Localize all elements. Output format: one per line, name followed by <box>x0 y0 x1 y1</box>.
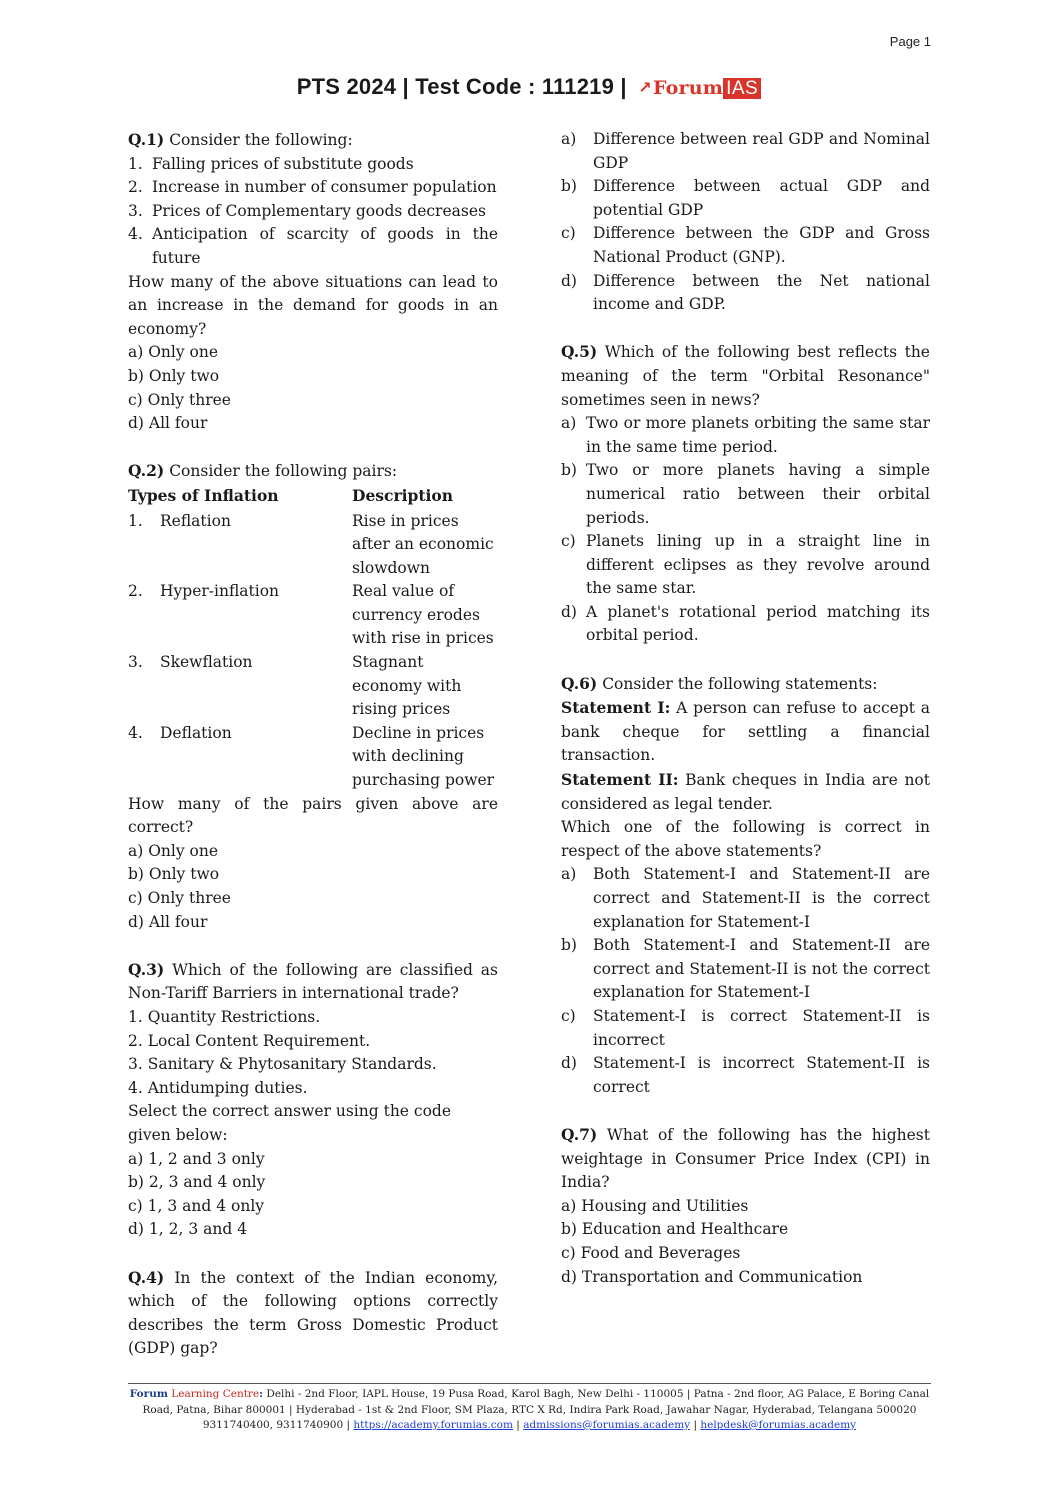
option-a: a) Housing and Utilities <box>561 1196 749 1215</box>
q2-question: How many of the pairs given above are correct? <box>128 794 498 837</box>
q6-question: Which one of the following is correct in respect of the above statements? <box>561 818 930 860</box>
option-a: a) 1, 2 and 3 only <box>128 1149 265 1168</box>
q5-options <box>561 412 930 648</box>
q1-statements <box>128 153 498 271</box>
q6-options <box>561 863 930 1099</box>
option-c: c) Only three <box>128 390 231 409</box>
option-d: d) Statement-I is incorrect Statement-II is correct <box>561 1054 930 1096</box>
academy-link[interactable]: https://academy.forumias.com <box>353 1419 513 1431</box>
list-item: 4. Anticipation of scarcity of goods in the future <box>128 225 498 267</box>
list-item: 3. Sanitary & Phytosanitary Standards. <box>128 1055 437 1074</box>
page-title <box>0 74 1058 100</box>
arrow-icon: ↗ <box>638 77 652 97</box>
option-b: b) Education and Healthcare <box>561 1220 789 1239</box>
question-5: Q.5) Which of the following best reflects the meaning of the term "Orbital Resonance" sometimes seen in news? a) Two or more planets orbiting the same star in the same time period. b) Two or more planets having a simple numerical ratio between their orbital periods. c) Planets lining up in a straight line in different eclipses as they revolve around the same star. d) A planet's rotational period matching its orbital period. <box>561 340 930 648</box>
question-4: Q.4) In the context of the Indian economy, which of the following options correctly describes the term Gross Domestic Product (GDP) gap? <box>128 1267 498 1358</box>
option-c: c) 1, 3 and 4 only <box>128 1196 265 1215</box>
list-item: 2. Increase in number of consumer population <box>128 178 497 197</box>
q4-options <box>561 128 930 317</box>
option-b: b) Two or more planets having a simple numerical ratio between their orbital periods. <box>561 461 930 527</box>
column-header-description: Description <box>352 485 454 505</box>
option-c: c) Food and Beverages <box>561 1243 741 1262</box>
option-d: d) A planet's rotational period matching its orbital period. <box>561 602 930 645</box>
option-d: d) All four <box>128 414 208 433</box>
question-3: Q.3) Which of the following are classified as Non-Tariff Barriers in international trade? 1. Quantity Restrictions. 2. Local Content Requirement. 3. Sanitary & Phytosanitary Standards. 4. Antidumping duties. Select the correct answer using the code given below: a) 1, 2 and 3 only b) 2, 3 and 4 only c) 1, 3 and 4 only d) 1, 2, 3 and 4 <box>128 958 498 1242</box>
test-title: PTS 2024 | Test Code : 111219 | <box>296 74 627 99</box>
table-header-row <box>128 484 498 510</box>
footer-centre: Learning Centre <box>171 1388 260 1400</box>
q3-question: Select the correct answer using the code given below: <box>128 1102 452 1144</box>
table-row: 2. Hyper-inflation Real value of currency erodes with rise in prices <box>128 582 494 648</box>
statement-1: Statement I: A person can refuse to accept a bank cheque for settling a financial transaction. <box>561 698 931 765</box>
question-7: Q.7) What of the following has the highest weightage in Consumer Price Index (CPI) in India? a) Housing and Utilities b) Education and Healthcare c) Food and Beverages d) Transportation and Communication <box>561 1123 930 1289</box>
statement-2: Statement II: Bank cheques in India are not considered as legal tender. <box>561 770 930 813</box>
question-1: Q.1) Consider the following: 1. Falling prices of substitute goods 2. Increase in number of consumer population 3. Prices of Complementary goods decreases 4. Anticipation of scarcity of goods in the future How many of the above situations can lead to an increase in the demand for goods in an economy? a) Only one b) Only two c) Only three d) All four <box>128 128 498 436</box>
option-a: a) Difference between real GDP and Nominal GDP <box>561 130 930 172</box>
option-b: b) Both Statement-I and Statement-II are correct and Statement-II is not the correct explanation for Statement-I <box>561 936 930 1002</box>
option-d: d) Difference between the Net national income and GDP. <box>561 271 930 314</box>
list-item: 4. Antidumping duties. <box>128 1078 308 1097</box>
option-b: b) Difference between actual GDP and potential GDP <box>561 177 930 219</box>
footer-brand: Forum <box>129 1388 168 1400</box>
option-d: d) Transportation and Communication <box>561 1267 863 1286</box>
table-row: 1. Reflation Rise in prices after an economic slowdown <box>128 511 494 577</box>
option-c: c) Difference between the GDP and Gross National Product (GNP). <box>561 224 930 266</box>
helpdesk-email-link[interactable]: helpdesk@forumias.academy <box>700 1419 857 1431</box>
option-b: b) 2, 3 and 4 only <box>128 1173 266 1192</box>
option-a: a) Only one <box>128 841 219 860</box>
table-row: 3. Skewflation Stagnant economy with rising prices <box>128 653 462 719</box>
question-6: Q.6) Consider the following statements: Statement I: A person can refuse to accept a bank cheque for settling a financial transaction. Statement II: Bank cheques in India are not considered as legal tender. Which one of the following is correct in respect of the above statements? a) Both Statement-I and Statement-II are correct and Statement-II is the correct explanation for Statement-I b) Both Statement-I and Statement-II are correct and Statement-II is not the correct explanation for Statement-I c) Statement-I is correct Statement-II is incorrect d) Statement-I is incorrect Statement-II is correct <box>561 672 930 1100</box>
forumias-logo: ↗Forum IAS <box>637 77 761 100</box>
left-column <box>128 128 498 1361</box>
list-item: 1. Quantity Restrictions. <box>128 1007 321 1026</box>
table-row: 4. Deflation Decline in prices with declining purchasing power <box>128 723 495 790</box>
footer: Forum Learning Centre: Delhi - 2nd Floor, IAPL House, 19 Pusa Road, Karol Bagh, New Delhi - 110005 | Patna - 2nd floor, AG Palace, E Boring Canal Road, Patna, Bihar 800001 | Hyderabad - 1st & 2nd Floor, SM Plaza, RTC X Rd, Indira Park Road, Jawahar Nagar, Hyderabad, Telangana 500020 9311740400, 9311740900 | https://academy.forumias.com | admissions@forumias.academy | helpdesk@forumias.academy <box>129 1388 930 1431</box>
question-2: Q.2) Consider the following pairs: Types of Inflation Description 1. Reflation Rise in prices after an economic slowdown 2. Hyper-inflation Real value of currency erodes with rise in prices 3. Skewflation Stagnant economy with rising prices 4. Deflation Decline in prices with declining purchasing power How many of the pairs given above are correct? a) Only one b) Only two c) Only three d) All four <box>128 459 498 934</box>
option-d: d) All four <box>128 912 208 931</box>
option-a: a) Two or more planets orbiting the same star in the same time period. <box>561 414 930 456</box>
q2-pairs-table <box>128 484 498 793</box>
q1-question: How many of the above situations can lead to an increase in the demand for goods in an economy? <box>128 272 498 338</box>
list-item: 3. Prices of Complementary goods decreases <box>128 201 486 220</box>
option-c: c) Only three <box>128 889 231 907</box>
list-item: 1. Falling prices of substitute goods <box>128 154 414 173</box>
option-b: b) Only two <box>128 366 220 385</box>
admissions-email-link[interactable]: admissions@forumias.academy <box>523 1419 691 1431</box>
option-a: a) Only one <box>128 343 219 362</box>
list-item: 2. Local Content Requirement. <box>128 1031 371 1050</box>
right-column <box>561 128 930 1289</box>
option-b: b) Only two <box>128 865 220 884</box>
option-a: a) Both Statement-I and Statement-II are correct and Statement-II is the correct explanation for Statement-I <box>561 865 930 931</box>
page-number: Page 1 <box>889 34 931 49</box>
footer-divider <box>128 1383 931 1384</box>
option-c: c) Statement-I is correct Statement-II is incorrect <box>561 1006 930 1049</box>
option-c: c) Planets lining up in a straight line in different eclipses as they revolve around the same star. <box>561 532 930 598</box>
column-header-type: Types of Inflation <box>128 485 279 505</box>
option-d: d) 1, 2, 3 and 4 <box>128 1220 248 1239</box>
footer-phones: 9311740400, 9311740900 <box>202 1419 344 1431</box>
footer-addresses: Delhi - 2nd Floor, IAPL House, 19 Pusa Road, Karol Bagh, New Delhi - 110005 | Patna - 2nd floor, AG Palace, E Boring Canal Road, Patna, Bihar 800001 | Hyderabad - 1st & 2nd Floor, SM Plaza, RTC X Rd, Indira Park Road, Jawahar Nagar, Hyderabad, Telangana 500020 <box>142 1388 930 1416</box>
